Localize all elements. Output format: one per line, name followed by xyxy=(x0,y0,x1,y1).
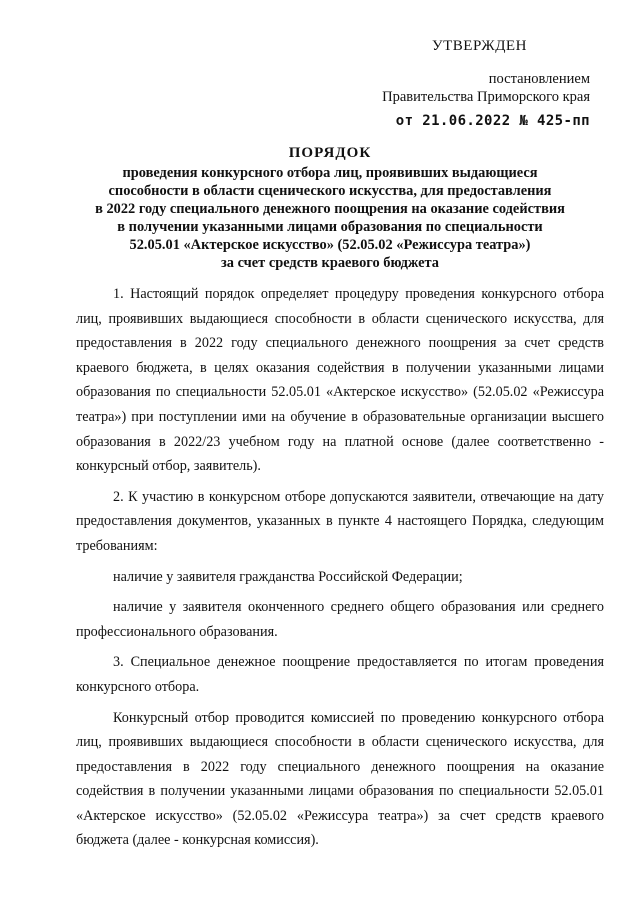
document-body xyxy=(76,282,604,853)
heading-line-4: в получении указанными лицами образования по специальности xyxy=(117,219,543,235)
resolution-label: постановлением xyxy=(488,71,590,87)
paragraph-1: 1. Настоящий порядок определяет процедуру проведения конкурсного отбора лиц, проявивших выдающиеся способности в области сценического искусства, для предоставления в 2022 году специального денежного поощрения за счет средств краевого бюджета, в целях оказания содействия в получении указанными лицами образования по специальности 52.05.01 «Актерское искусство» (52.05.02 «Режиссура театра») при поступлении ими на обучение в образовательные организации высшего образования в 2022/23 учебном году на платной основе (далее соответственно - конкурсный отбор, заявитель). xyxy=(76,286,604,475)
approved-label: УТВЕРЖДЕН xyxy=(432,38,527,54)
heading-line-6: за счет средств краевого бюджета xyxy=(221,255,439,271)
document-heading xyxy=(60,144,600,272)
paragraph-2: 2. К участию в конкурсном отборе допускаются заявители, отвечающие на дату предоставления документов, указанных в пункте 4 настоящего Порядка, следующим требованиям: xyxy=(76,488,604,554)
paragraph-3: 3. Специальное денежное поощрение предоставляется по итогам проведения конкурсного отбора. xyxy=(76,654,604,695)
heading-line-2: способности в области сценического искусства, для предоставления xyxy=(108,183,552,199)
heading-line-1: проведения конкурсного отбора лиц, проявивших выдающиеся xyxy=(122,165,538,181)
government-label: Правительства Приморского края xyxy=(382,89,590,105)
heading-line-3: в 2022 году специального денежного поощрения на оказание содействия xyxy=(95,201,565,217)
resolution-date: от 21.06.2022 № 425-пп xyxy=(395,113,590,129)
paragraph-requirement-1: наличие у заявителя гражданства Российской Федерации; xyxy=(113,568,463,585)
heading-line-5: 52.05.01 «Актерское искусство» (52.05.02 «Режиссура театра») xyxy=(129,237,531,253)
approval-stamp xyxy=(360,36,620,130)
document-title: ПОРЯДОК xyxy=(288,145,372,161)
paragraph-4: Конкурсный отбор проводится комиссией по проведению конкурсного отбора лиц, проявивших выдающиеся способности в области сценического искусства, для предоставления в 2022 году специального денежного поощрения на оказание содействия в получении указанными лицами образования по специальности 52.05.01 «Актерское искусство» (52.05.02 «Режиссура театра») за счет средств краевого бюджета (далее - конкурсная комиссия). xyxy=(76,709,604,849)
paragraph-requirement-2: наличие у заявителя оконченного среднего общего образования или среднего профессионального образования. xyxy=(76,599,604,640)
